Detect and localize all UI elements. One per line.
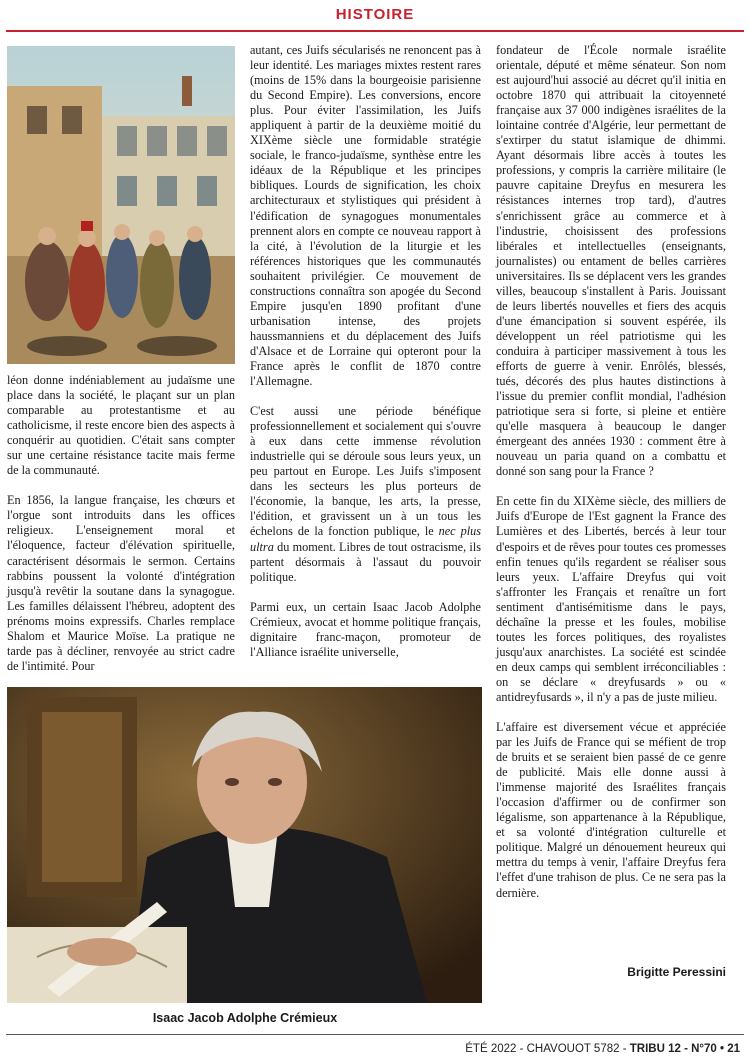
col1-paragraph-2: En 1856, la langue française, les chœurs et l'orgue sont introduits dans les offices religieux. L'enseignement moral et l'éloquence, facteur d'élévation spirituelle, caractérisent désormais le sermon. Certains rabbins poussent la volonté d'intégration jusqu'à revêtir la soutane dans la synagogue. Les familles délaissent l'hébreu, adoptent des prénoms moins expressifs. Charles remplace Shalom et Maurice Moïse. La pratique ne tarde pas à décliner, renvoyée au strict cadre de l'intimité. Pour (7, 493, 235, 673)
page-footer: ÉTÉ 2022 - CHAVOUOT 5782 - TRIBU 12 - N°70 • 21 (465, 1043, 740, 1055)
col3-paragraph-3: L'affaire est diversement vécue et appréciée par les Juifs de France qui se méfient de trop de bruits et se seraient bien passé de ce genre de publicité. Mais elle donne aussi à l'immense majorité des Israélites français l'occasion d'affirmer ou de confirmer son légalisme, son appartenance à la République, et sa volonté d'intégration culturelle et politique. Malgré un dénouement heureux qui mettra du temps à venir, l'affaire Dreyfus fera l'effet d'une trahison de plus. Ce ne sera pas la dernière. (496, 720, 726, 900)
author-signature: Brigitte Peressini (627, 965, 726, 979)
latin-phrase: nec plus ultra (250, 524, 482, 554)
article-column-2 (250, 43, 481, 675)
col2-paragraph-3: Parmi eux, un certain Isaac Jacob Adolphe Crémieux, avocat et homme politique français, dignitaire franc-maçon, promoteur de l'Alliance israélite universelle, (250, 599, 481, 659)
col2-paragraph-2: C'est aussi une période bénéfique professionnellement et socialement qui s'ouvre à eux dans cette immense révolution industrielle qui se déroule sous leurs yeux, un peu partout en Europe. Les Juifs s'imposent dans les secteurs les plus porteurs de l'économie, la banque, les arts, la presse, l'édition, et gravissent un à un tous les échelons de la fonction publique, le nec plus ultra du moment. Libres de tout ostracisme, ils partent désormais à l'assaut du pouvoir politique. (250, 404, 482, 584)
col2-paragraph-1: autant, ces Juifs sécularisés ne renoncent pas à leur identité. Les mariages mixtes restent rares (moins de 15% dans la bourgeoisie parisienne du Second Empire). Les conversions, encore plus. Pour éviter l'assimilation, les Juifs appliquent à partir de la deuxième moitié du XIXème siècle une formidable stratégie sociale, le franco-judaïsme, synthèse entre les idéaux de la République et les principes bibliques. Lourds de signification, les choix architecturaux et stylistiques qui président à l'édification de synagogues monumentales prennent alors en compte ce nouveau rapport à la cité, à l'évolution de la liturgie et les références historiques que les communautés souhaitent privilégier. Ce mouvement de constructions connaîtra son apogée du Second Empire jusqu'en 1890 profitant d'une urbanisation intense, des projets haussmanniens et du déplacement des Juifs d'Alsace et de Lorraine qui opteront pour la France après le conflit de 1870 contre l'Allemagne. (250, 43, 481, 389)
col3-paragraph-2: En cette fin du XIXème siècle, des milliers de Juifs d'Europe de l'Est gagnent la France des Lumières et des Libertés, bercés à leur tour d'espoirs et de rêves pour toutes ces promesses enfin tenues qu'ils regardent se réaliser sous leurs yeux. L'affaire Dreyfus qui voit s'affronter les Français et renaître un fort sentiment d'antisémitisme dans le pays, déchaîne la presse et les foules, mobilise toutes les forces politiques, des royalistes jusqu'aux anarchistes. La société est scindée en deux camps qui semblent irréconciliables : on se déclare « dreyfusards » ou « antidreyfusards », il n'y a pas de juste milieu. (496, 494, 726, 704)
top-rule (6, 30, 744, 32)
article-column-1 (7, 373, 235, 689)
bottom-rule (6, 1034, 744, 1035)
cremieux-portrait (7, 687, 482, 1003)
col1-paragraph-1: léon donne indéniablement au judaïsme une place dans la société, le plaçant sur un plan comparable au protestantisme et au catholicisme, il reste encore bien des aspects à conquérir au quotidien. C'était sans compter sur une certaine résistance tacite mais ferme de la communauté. (7, 373, 235, 478)
col3-paragraph-1: fondateur de l'École normale israélite orientale, député et même sénateur. Son nom est aujourd'hui associé au décret qu'il initia en octobre 1870 qui attribuait la citoyenneté française aux 37 000 indigènes israélites de la lointaine contrée d'Algérie, leur permettant de s'extirper du statut islamique de dhimmi. Ayant désormais libre accès à toutes les professions, y compris la carrière militaire (le pauvre capitaine Dreyfus en mesurera les résistances internes trop tard), d'autres s'enrichissent grâce au commerce et à l'industrie, choisissent des professions libérales et intellectuelles (enseignants, journalistes) ou entament de belles carrières universitaires. Ils se déplacent vers les grandes villes, beaucoup s'installent à Paris. Jouissant de leurs libertés nouvelles et fiers des acquis d'une émancipation si souvent espérée, ils développent un réel patriotisme qui les conduira à participer massivement à tous les efforts de guerre à venir. Enrôlés, blessés, tués, décorés des plus hautes distinctions à l'issue du premier conflit mondial, l'adhésion patriotique sera si forte, si pleine et entière qu'elle masquera à beaucoup le danger émergeant des années 1930 : comment être à nouveau un paria quand on a combattu et donné son sang pour la France ? (496, 43, 726, 479)
article-column-3 (496, 43, 726, 916)
portrait-caption: Isaac Jacob Adolphe Crémieux (152, 1011, 338, 1025)
street-scene-illustration (7, 46, 235, 364)
section-title: HISTOIRE (335, 6, 415, 23)
